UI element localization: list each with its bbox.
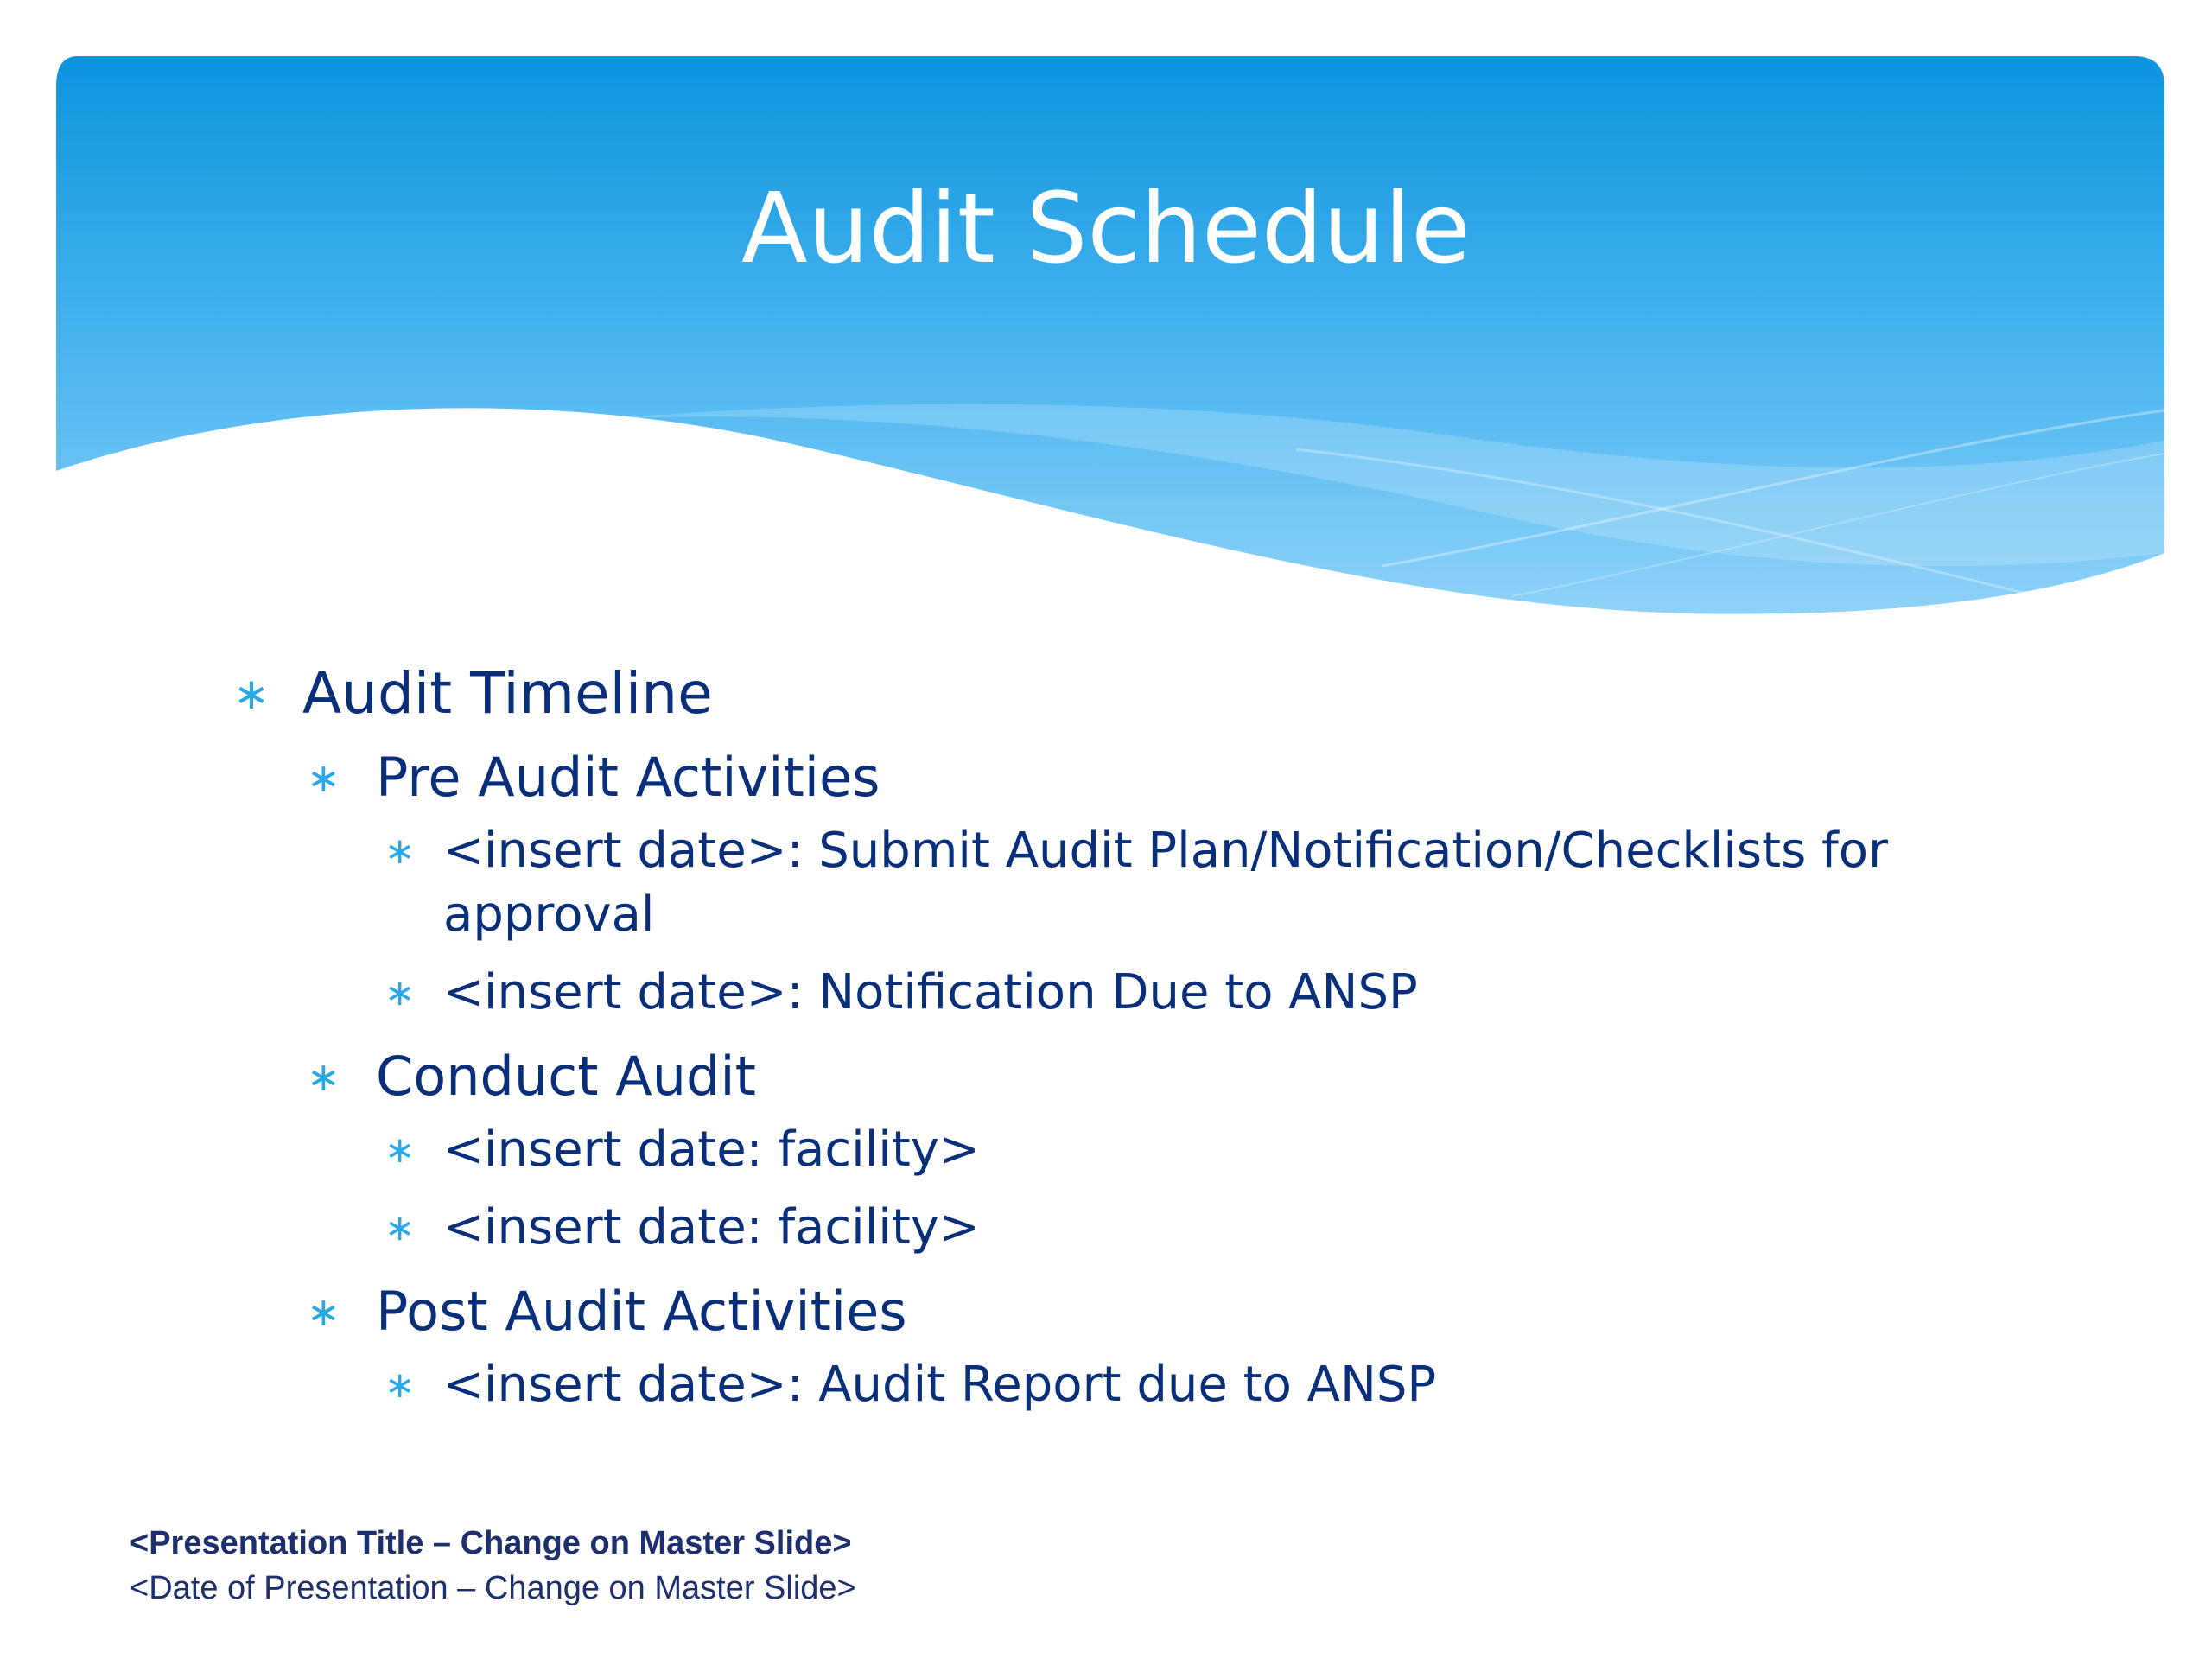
bullet-conduct-item bbox=[233, 1118, 2005, 1182]
bullet-text: <insert date>: Notification Due to ANSP bbox=[443, 964, 1418, 1020]
bullet-conduct-audit bbox=[233, 1039, 2005, 1115]
asterisk-bullet-icon: ∗ bbox=[385, 830, 416, 872]
footer-presentation-date: <Date of Presentation – Change on Master Slide> bbox=[130, 1570, 856, 1606]
bullet-text: Post Audit Activities bbox=[376, 1280, 907, 1343]
bullet-text: Audit Timeline bbox=[302, 660, 713, 727]
asterisk-bullet-icon: ∗ bbox=[385, 1363, 416, 1406]
bullet-text: <insert date>: Audit Report due to ANSP bbox=[443, 1357, 1437, 1413]
slide-footer bbox=[130, 1521, 856, 1611]
asterisk-bullet-icon: ∗ bbox=[307, 1288, 340, 1335]
asterisk-bullet-icon: ∗ bbox=[233, 669, 270, 719]
bullet-text: Conduct Audit bbox=[376, 1045, 756, 1108]
bullet-text: <insert date>: Submit Audit Plan/Notification/Checklists for approval bbox=[443, 823, 1889, 943]
bullet-conduct-item bbox=[233, 1196, 2005, 1260]
bullet-text: Pre Audit Activities bbox=[376, 746, 880, 809]
bullet-pre-audit-item bbox=[233, 819, 2005, 947]
asterisk-bullet-icon: ∗ bbox=[307, 754, 340, 801]
footer-presentation-title: <Presentation Title – Change on Master Slide> bbox=[130, 1525, 852, 1561]
bullet-pre-audit-item bbox=[233, 961, 2005, 1025]
bullet-post-audit-activities bbox=[233, 1274, 2005, 1350]
slide-content bbox=[233, 655, 2005, 1431]
bullet-pre-audit-activities bbox=[233, 740, 2005, 816]
header-banner bbox=[0, 0, 2212, 657]
asterisk-bullet-icon: ∗ bbox=[385, 971, 416, 1014]
asterisk-bullet-icon: ∗ bbox=[385, 1128, 416, 1171]
bullet-text: <insert date: facility> bbox=[443, 1122, 980, 1178]
bullet-audit-timeline bbox=[233, 655, 2005, 733]
slide-title: Audit Schedule bbox=[741, 173, 1471, 285]
bullet-text: <insert date: facility> bbox=[443, 1199, 980, 1255]
bullet-post-audit-item bbox=[233, 1353, 2005, 1417]
asterisk-bullet-icon: ∗ bbox=[385, 1206, 416, 1249]
asterisk-bullet-icon: ∗ bbox=[307, 1053, 340, 1100]
